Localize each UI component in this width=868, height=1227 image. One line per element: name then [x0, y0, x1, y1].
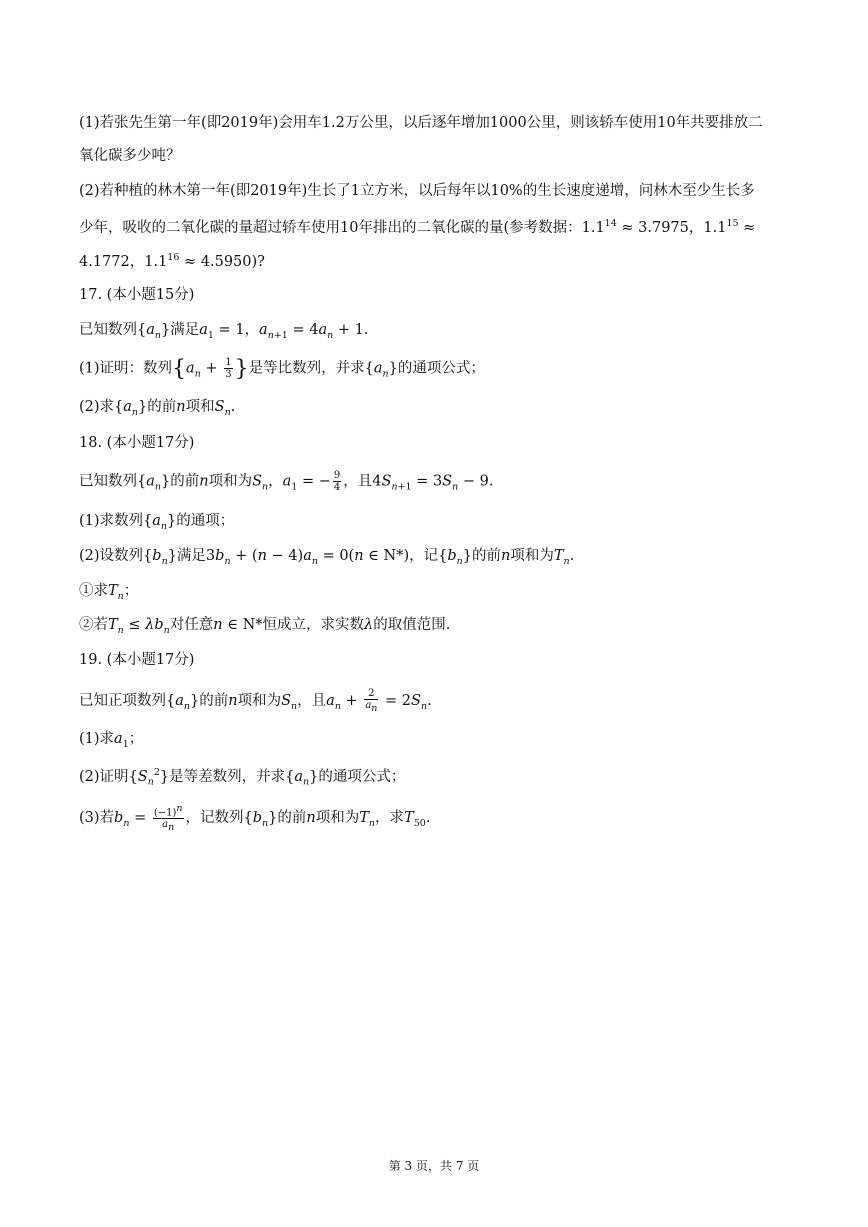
- q18-part1: (1)求数列$\{a_n\}$的通项；: [79, 513, 235, 532]
- q18-part2: (2)设数列$\{b_n\}$满足$3b_n + (n - 4)a_n = 0(n$ ∈ N*)，记$\{b_n\}$的前n项和为$T_n$.: [79, 548, 575, 567]
- q19-header: 19. (本小题17分): [79, 652, 195, 668]
- q18-part2-i: ①求$T_n$；: [79, 583, 139, 602]
- page-number-footer: 第 3 页，共 7 页: [388, 1159, 480, 1173]
- q17-header: 17. (本小题15分): [79, 287, 195, 303]
- q16-part2-line2: 少年，吸收的二氧化碳的量超过轿车使用10年排出的二氧化碳的量(参考数据：$1.1^{14} \approx 3.7975$，$1.1^{15}$ ≈: [79, 218, 756, 236]
- q19-part2: (2)证明$\{S_n^2\}$是等差数列，并求$\{a_n\}$的通项公式；: [79, 767, 406, 788]
- q19-stem: 已知正项数列$\{a_n\}$的前n项和为$S_n$，且$a_n$ + $\frac{2}{a_n}$ = $2S_n$.: [79, 688, 432, 714]
- q16-part2-line3: 4.1772，$1.1^{16} \approx 4.5950$)?: [79, 252, 265, 270]
- q19-part3: (3)若$b_n$ = $\frac{(-1)^n}{a_n}$ ，记数列$\{b_n\}$的前n项和为$T_n$，求$T_{50}$.: [79, 803, 431, 834]
- q16-part1-line1: (1)若张先生第一年(即2019年)会用车1.2万公里，以后逐年增加1000公里，则该轿车使用10年共要排放二: [79, 115, 763, 131]
- q16-part1-line2: 氧化碳多少吨？: [79, 148, 181, 164]
- q17-part2: (2)求$\{a_n\}$的前n项和$S_n$.: [79, 399, 236, 418]
- q18-stem: 已知数列$\{a_n\}$的前n项和为$S_n$，$a_1$ = − $\frac{9}{4}$ ，且$4S_{n+1} = 3S_n - 9$.: [79, 470, 494, 493]
- q19-part1: (1)求$a_1$；: [79, 731, 144, 750]
- q17-part1: (1)证明：数列{$a_n$ + $\frac{1}{3}$ }是等比数列，并求$\{a_n\}$的通项公式；: [79, 356, 485, 382]
- q18-part2-ii: ②若$T_n \le \lambda b_n$对任意n ∈ N*恒成立，求实数λ的取值范围.: [79, 617, 451, 636]
- q18-header: 18. (本小题17分): [79, 435, 195, 451]
- q16-part2-line1: (2)若种植的林木第一年(即2019年)生长了1立方米，以后每年以10%的生长速度递增，问林木至少生长多: [79, 183, 755, 199]
- q17-stem: 已知数列$\{a_n\}$满足$a_1 = 1$，$a_{n+1} = 4a_n + 1$.: [79, 322, 369, 341]
